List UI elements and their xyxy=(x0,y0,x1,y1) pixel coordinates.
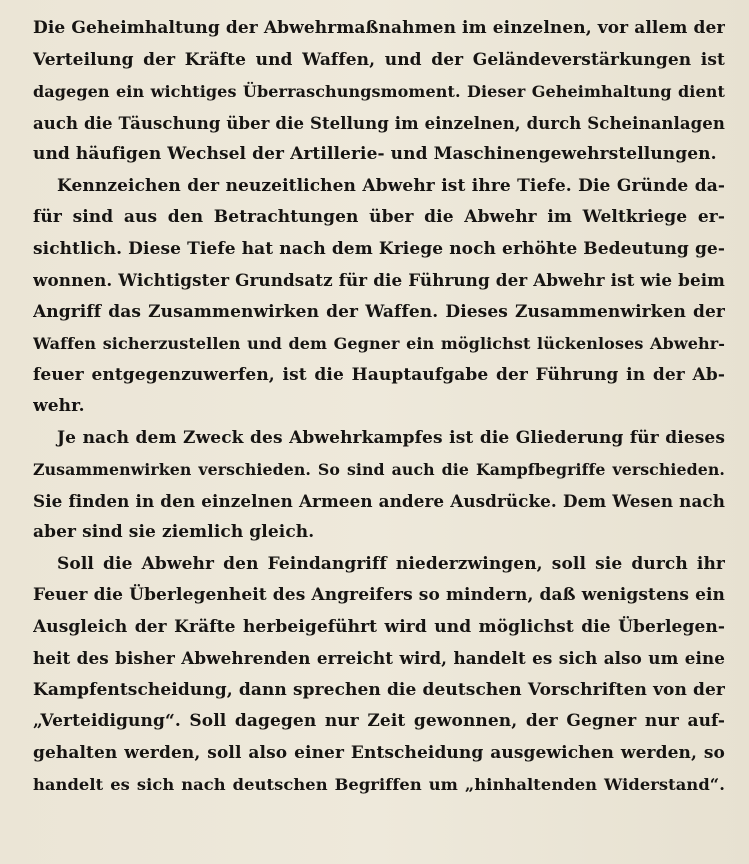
text-line: aber sind sie ziemlich gleich. xyxy=(33,522,315,542)
text-line: für sind aus den Betrachtungen über die Abwehr im Weltkriege er- xyxy=(33,207,725,227)
text-line: Je nach dem Zweck des Abwehrkampfes ist die Gliederung für dieses xyxy=(57,427,725,448)
body-text xyxy=(33,13,725,801)
text-line: Kennzeichen der neuzeitlichen Abwehr ist ihre Tiefe. Die Gründe da- xyxy=(57,175,725,196)
text-line: auch die Täuschung über die Stellung im einzelnen, durch Scheinanlagen xyxy=(33,113,725,133)
text-line: und häufigen Wechsel der Artillerie- und Maschinengewehrstellungen. xyxy=(33,144,717,164)
text-line: Die Geheimhaltung der Abwehrmaßnahmen im einzelnen, vor allem der xyxy=(33,18,725,38)
text-line: gehalten werden, soll also einer Entscheidung ausgewichen werden, so xyxy=(33,742,725,763)
text-line: Waffen sicherzustellen und dem Gegner ein möglichst lückenloses Abwehr- xyxy=(33,334,725,353)
text-line: feuer entgegenzuwerfen, ist die Hauptaufgabe der Führung in der Ab- xyxy=(33,364,725,385)
text-line: Zusammenwirken verschieden. So sind auch die Kampfbegriffe verschieden. xyxy=(33,460,725,479)
paragraph-depth xyxy=(33,171,725,423)
paragraph-purpose xyxy=(33,423,725,549)
text-line: handelt es sich nach deutschen Begriffen um „hinhaltenden Widerstand“. xyxy=(33,775,725,794)
text-line: heit des bisher Abwehrenden erreicht wird, handelt es sich also um eine xyxy=(33,648,725,668)
text-line: Sie finden in den einzelnen Armeen andere Ausdrücke. Dem Wesen nach xyxy=(33,490,725,511)
text-line: Ausgleich der Kräfte herbeigeführt wird und möglichst die Überlegen- xyxy=(33,616,725,637)
text-line: sichtlich. Diese Tiefe hat nach dem Kriege noch erhöhte Bedeutung ge- xyxy=(33,238,725,259)
text-line: Verteilung der Kräfte und Waffen, und der Geländeverstärkungen ist xyxy=(33,49,725,70)
paragraph-concealment xyxy=(33,13,725,171)
text-line: wonnen. Wichtigster Grundsatz für die Führung der Abwehr ist wie beim xyxy=(33,270,725,290)
text-line: Feuer die Überlegenheit des Angreifers so mindern, daß wenigstens ein xyxy=(33,585,725,605)
text-line: dagegen ein wichtiges Überraschungsmoment. Dieser Geheimhaltung dient xyxy=(33,82,725,101)
paragraph-defense-terms xyxy=(33,549,725,801)
text-line: Angriff das Zusammenwirken der Waffen. Dieses Zusammenwirken der xyxy=(33,301,725,322)
text-line: Soll die Abwehr den Feindangriff niederzwingen, soll sie durch ihr xyxy=(57,553,725,574)
text-line: wehr. xyxy=(33,396,85,416)
text-line: Kampfentscheidung, dann sprechen die deutschen Vorschriften von der xyxy=(33,679,725,700)
text-line: „Verteidigung“. Soll dagegen nur Zeit gewonnen, der Gegner nur auf- xyxy=(33,711,725,731)
